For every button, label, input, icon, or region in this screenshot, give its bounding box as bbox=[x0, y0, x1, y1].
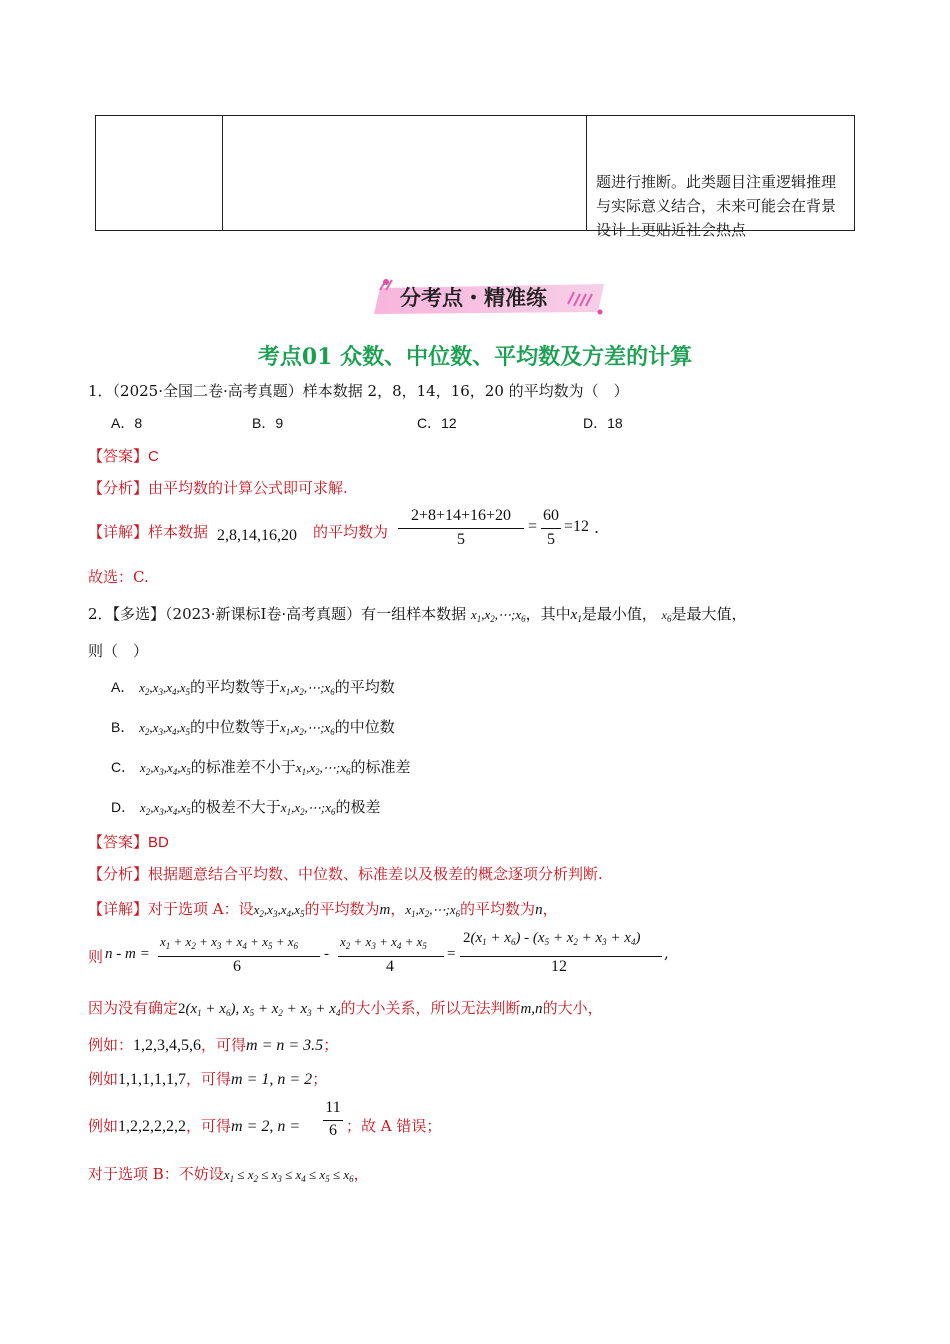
example-label: 例如 bbox=[88, 1117, 119, 1135]
q1-frac2-line bbox=[541, 528, 561, 529]
q2-option-c bbox=[111, 756, 410, 777]
table-divider bbox=[586, 116, 587, 230]
q1-text: （2025·全国二卷·高考真题）样本数据 2，8，14，16，20 的平均数为（ ） bbox=[112, 382, 629, 400]
math-x1-x6: $x_1,x_2,\cdots;x_6$ bbox=[280, 800, 336, 817]
analysis-tag: 【分析】 bbox=[88, 865, 149, 883]
example-1: 例如：1,2,3,4,5,6，可得m = n = 3.5； bbox=[88, 1036, 339, 1054]
q1-option-b: B．9 bbox=[252, 415, 284, 431]
q1-option-a: A．8 bbox=[111, 415, 143, 431]
eq-sign: = bbox=[528, 518, 538, 535]
analysis-text: 根据题意结合平均数、中位数、标准差以及极差的概念逐项分析判断. bbox=[148, 865, 603, 883]
analysis-tag: 【分析】 bbox=[88, 479, 149, 497]
answer-tag: 【答案】 bbox=[88, 447, 149, 465]
q1-stem bbox=[88, 380, 629, 401]
math-x1-x6: $x_1,x_2,\cdots;x_6$ bbox=[405, 902, 461, 919]
comma: , bbox=[664, 944, 669, 962]
math-x1-x6: $x_1,x_2,\cdots;x_6$ bbox=[280, 680, 335, 697]
math-mn: m,n bbox=[520, 1001, 543, 1017]
q2-number: 2． bbox=[88, 605, 113, 623]
frac-line bbox=[338, 956, 444, 957]
q2-detail-b: 对于选项 B：不妨设$x_1 \le x_2 \le x_3 \le x_4 \le x_5 \le x_6$， bbox=[88, 1165, 369, 1184]
option-letter: A． bbox=[111, 679, 135, 695]
q2-stem-d: 是最大值， bbox=[671, 605, 747, 623]
q1-conclusion: 故选：C. bbox=[88, 568, 149, 586]
q2-answer bbox=[88, 831, 169, 852]
option-text: 的平均数 bbox=[334, 678, 395, 696]
math-x2-x5: $x_2,x_3,x_4,x_5$ bbox=[139, 760, 191, 777]
example-data: 1,2,3,4,5,6 bbox=[133, 1037, 202, 1054]
math-n: n bbox=[535, 902, 543, 918]
q2-math-x6: $x_6$ bbox=[661, 608, 672, 624]
q2-math-x1: $x_1$ bbox=[570, 607, 582, 624]
detail-prefix: 样本数据 bbox=[148, 523, 209, 541]
q2-option-b bbox=[111, 716, 395, 737]
math-x1-x6: $x_1,x_2,\cdots;x_6$ bbox=[280, 720, 335, 737]
example-result: m = 1, n = 2 bbox=[231, 1071, 313, 1088]
reason-text: 因为没有确定 bbox=[88, 999, 179, 1017]
q1-detail-label bbox=[88, 521, 208, 542]
q1-analysis bbox=[88, 477, 348, 498]
option-letter: D． bbox=[111, 799, 136, 815]
example-3-tail: ；故 A 错误； bbox=[346, 1117, 442, 1135]
n-minus-m: n - m = bbox=[105, 946, 150, 962]
example-text: ，可得 bbox=[186, 1070, 232, 1088]
example-data: 1,1,1,1,1,7 bbox=[118, 1071, 187, 1088]
option-text: 的中位数 bbox=[334, 718, 395, 736]
q2-reason bbox=[88, 997, 603, 1018]
q1-answer bbox=[88, 445, 159, 466]
frac-line bbox=[158, 956, 320, 957]
frac-b-num: $x_2 + x_3 + x_4 + x_5$ bbox=[340, 934, 427, 951]
banner-text: 分考点・精准练 bbox=[400, 286, 547, 310]
frac-line bbox=[460, 956, 662, 957]
math-x2-x5: $x_2,x_3,x_4,x_5$ bbox=[139, 800, 191, 817]
math-x2-x5: $x_2,x_3,x_4,x_5$ bbox=[139, 680, 190, 697]
section-title: 考点01 众数、中位数、平均数及方差的计算 bbox=[257, 344, 693, 370]
math-x2-x5: $x_2,x_3,x_4,x_5$ bbox=[253, 902, 305, 919]
q1-result: =12 bbox=[564, 518, 590, 535]
option-text: 的平均数等于 bbox=[190, 678, 281, 696]
q2-stem bbox=[88, 603, 746, 624]
q1-option-c: C．12 bbox=[417, 415, 457, 431]
example-result: m = n = 3.5 bbox=[246, 1037, 324, 1054]
q2-option-a bbox=[111, 676, 395, 697]
frac-a-den: 6 bbox=[233, 958, 241, 975]
frac-c-num: $2(x_1 + x_6) - (x_5 + x_2 + x_3 + x_4)$ bbox=[463, 930, 641, 947]
minus-sign: - bbox=[324, 946, 329, 962]
option-text: 的标准差不小于 bbox=[190, 758, 296, 776]
math-x1-x6: $x_1,x_2,\cdots;x_6$ bbox=[295, 760, 351, 777]
q2-analysis bbox=[88, 863, 603, 884]
eq-sign: = bbox=[447, 946, 456, 962]
example-text: ，可得 bbox=[201, 1036, 247, 1054]
answer-value: C bbox=[148, 448, 159, 465]
q1-detail-mid: 的平均数为 bbox=[313, 523, 389, 541]
example-3 bbox=[88, 1115, 300, 1136]
example-data: 1,2,2,2,2,2 bbox=[118, 1118, 187, 1135]
section-banner bbox=[372, 274, 612, 320]
frac-c-den: 12 bbox=[551, 958, 567, 975]
option-letter: B． bbox=[111, 719, 135, 735]
q1-frac-den: 5 bbox=[457, 531, 465, 548]
math-expression: $2(x_1 + x_6)$, $x_5 + x_2 + x_3 + x_4$ bbox=[178, 1001, 341, 1018]
detail-text: 的平均数为 bbox=[460, 900, 536, 918]
option-text: 的标准差 bbox=[350, 758, 411, 776]
reason-text: 的大小， bbox=[542, 999, 603, 1017]
table-cell-text: 题进行推断。此类题目注重逻辑推理与实际意义结合，未来可能会在背景设计上更贴近社会热点 bbox=[596, 173, 837, 239]
detail-text: 对于选项 B：不妨设 bbox=[88, 1165, 224, 1183]
math-inequality: $x_1 \le x_2 \le x_3 \le x_4 \le x_5 \le x_6$ bbox=[223, 1167, 354, 1184]
q1-frac2-num: 60 bbox=[543, 507, 559, 524]
reason-text: 的大小关系，所以无法判断 bbox=[340, 999, 521, 1017]
q1-frac2-den: 5 bbox=[547, 531, 555, 548]
detail-text: 对于选项 A：设 bbox=[148, 900, 254, 918]
q2-stem-e: 则（ ） bbox=[88, 642, 149, 660]
option-text: 的极差不大于 bbox=[190, 798, 281, 816]
q1-data-list: 2,8,14,16,20 bbox=[217, 527, 297, 544]
example-label: 例如 bbox=[88, 1070, 119, 1088]
option-text: 的极差 bbox=[335, 798, 381, 816]
option-letter: C． bbox=[111, 759, 136, 775]
then-label: 则 bbox=[88, 948, 104, 966]
q2-stem-c: 是最小值， bbox=[581, 605, 657, 623]
table-divider bbox=[222, 116, 223, 230]
ex3-frac-den: 6 bbox=[329, 1122, 337, 1139]
q1-number: 1． bbox=[88, 382, 113, 400]
detail-tag: 【详解】 bbox=[88, 523, 149, 541]
example-text: ，可得 bbox=[186, 1117, 232, 1135]
frac-b-den: 4 bbox=[386, 958, 394, 975]
answer-tag: 【答案】 bbox=[88, 833, 149, 851]
option-text: 的中位数等于 bbox=[190, 718, 281, 736]
answer-value: BD bbox=[148, 834, 169, 851]
math-x2-x5: $x_2,x_3,x_4,x_5$ bbox=[139, 720, 190, 737]
q2-stem-a: 【多选】（2023·新课标Ⅰ卷·高考真题）有一组样本数据 bbox=[112, 605, 467, 623]
q2-stem-b: ，其中 bbox=[525, 605, 571, 623]
period: . bbox=[594, 518, 600, 537]
q1-frac-num: 2+8+14+16+20 bbox=[410, 507, 512, 524]
analysis-text: 由平均数的计算公式即可求解. bbox=[148, 479, 348, 497]
q1-option-d: D．18 bbox=[583, 415, 623, 431]
q2-detail-a: 【详解】对于选项 A：设$x_2,x_3,x_4,x_5$的平均数为m，$x_1,x_2,\cdots;x_6$的平均数为n， bbox=[88, 900, 558, 919]
q1-frac-line bbox=[398, 528, 524, 529]
example-2: 例如1,1,1,1,1,7，可得m = 1, n = 2； bbox=[88, 1070, 328, 1088]
ex3-frac-num: 11 bbox=[325, 1099, 341, 1116]
example-result: m = 2, n = bbox=[231, 1118, 301, 1135]
detail-tag: 【详解】 bbox=[88, 900, 149, 918]
example-label: 例如： bbox=[88, 1036, 134, 1054]
ex3-frac-line bbox=[323, 1120, 343, 1121]
q2-option-d bbox=[111, 796, 380, 817]
q2-math-x1-x6: $x_1,x_2,\cdots;x_6$ bbox=[470, 607, 526, 624]
frac-a-num: $x_1 + x_2 + x_3 + x_4 + x_5 + x_6$ bbox=[160, 934, 299, 951]
math-m: m bbox=[379, 902, 391, 918]
detail-text: 的平均数为 bbox=[304, 900, 380, 918]
